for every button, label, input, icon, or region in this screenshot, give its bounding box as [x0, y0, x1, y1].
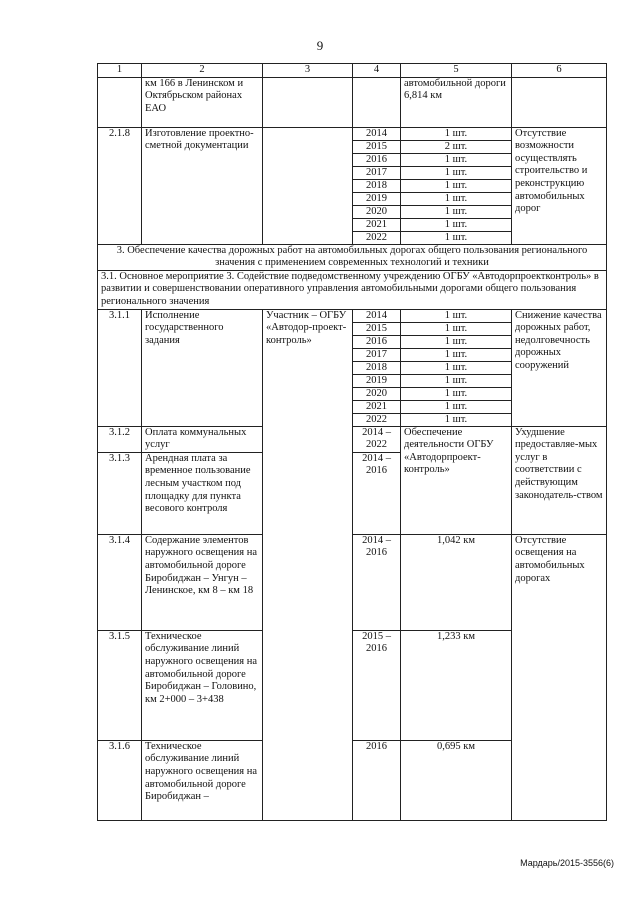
- consequence: Отсутствие возможности осуществлять строительство и реконструкцию автомобильных дорог: [512, 127, 607, 244]
- qty-cell: 1 шт.: [401, 374, 512, 387]
- table-row: [98, 77, 607, 127]
- document-footer-code: Мардарь/2015-3556(6): [520, 858, 614, 868]
- header-cell: 6: [512, 64, 607, 78]
- continued-name: км 166 в Ленинском и Октябрьском районах ЕАО: [142, 77, 263, 127]
- section-3-1-title: 3.1. Основное мероприятие 3. Содействие подведомственному учреждению ОГБУ «Автодорпроектконтроль» в развитии и совершенствовании оперативного управления автомобильными дорогами общего пользования регионального значения: [98, 270, 607, 309]
- year-cell: 2014: [353, 127, 401, 140]
- year-cell: 2019: [353, 374, 401, 387]
- measure-name: Арендная плата за временное пользование лесным участком под площадку для пункта весового контроля: [142, 452, 263, 534]
- year-cell: 2018: [353, 179, 401, 192]
- qty-cell: 1 шт.: [401, 387, 512, 400]
- qty-cell: 1 шт.: [401, 231, 512, 244]
- year-cell: 2015: [353, 322, 401, 335]
- years-range: 2015 – 2016: [353, 630, 401, 740]
- year-cell: 2016: [353, 153, 401, 166]
- row-number: 3.1.1: [98, 309, 142, 426]
- year-cell: 2016: [353, 335, 401, 348]
- header-cell: 4: [353, 64, 401, 78]
- qty-cell: 1 шт.: [401, 205, 512, 218]
- year-cell: 2020: [353, 387, 401, 400]
- page-number: 9: [316, 38, 324, 53]
- consequence: Снижение качества дорожных работ, недолговечность дорожных сооружений: [512, 309, 607, 426]
- qty-cell: 1 шт.: [401, 413, 512, 426]
- header-cell: 5: [401, 64, 512, 78]
- length-value: 1,042 км: [401, 534, 512, 630]
- measure-name: Исполнение государственного задания: [142, 309, 263, 426]
- row-number: 3.1.6: [98, 740, 142, 820]
- year-cell: 2017: [353, 348, 401, 361]
- row-number: 3.1.5: [98, 630, 142, 740]
- table-header-row: [98, 64, 607, 78]
- qty-cell: 1 шт.: [401, 127, 512, 140]
- measure-name: Содержание элементов наружного освещения на автомобильной дороге Биробиджан – Унгун – Ленинское, км 8 – км 18: [142, 534, 263, 630]
- qty-cell: 1 шт.: [401, 192, 512, 205]
- year-cell: 2022: [353, 413, 401, 426]
- qty-cell: 1 шт.: [401, 218, 512, 231]
- header-cell: 2: [142, 64, 263, 78]
- years-range: 2014 – 2016: [353, 452, 401, 534]
- qty-cell: 1 шт.: [401, 309, 512, 322]
- year-cell: 2021: [353, 218, 401, 231]
- table-row-3-1-1: [98, 309, 607, 322]
- expected-result: Обеспечение деятельности ОГБУ «Автодорпроект-контроль»: [401, 426, 512, 534]
- year-cell: 2020: [353, 205, 401, 218]
- qty-cell: 1 шт.: [401, 153, 512, 166]
- header-cell: 3: [263, 64, 353, 78]
- qty-cell: 1 шт.: [401, 348, 512, 361]
- row-number: 3.1.4: [98, 534, 142, 630]
- years-range: 2014 – 2016: [353, 534, 401, 630]
- table-row-3-1-2: [98, 426, 607, 452]
- consequence: Отсутствие освещения на автомобильных дорогах: [512, 534, 607, 820]
- year-cell: 2014: [353, 309, 401, 322]
- row-number: 3.1.3: [98, 452, 142, 534]
- measure-name: Техническое обслуживание линий наружного освещения на автомобильной дороге Биробиджан –: [142, 740, 263, 820]
- table-row-2-1-8: [98, 127, 607, 140]
- section-heading-row: [98, 244, 607, 270]
- section-3-title: 3. Обеспечение качества дорожных работ на автомобильных дорогах общего пользования регионального значения с применением современных технологий и техники: [98, 244, 607, 270]
- year-cell: 2015: [353, 140, 401, 153]
- continued-value: автомобильной дороги 6,814 км: [401, 77, 512, 127]
- qty-cell: 1 шт.: [401, 322, 512, 335]
- measure-name: Оплата коммунальных услуг: [142, 426, 263, 452]
- year-cell: 2021: [353, 400, 401, 413]
- length-value: 1,233 км: [401, 630, 512, 740]
- year-cell: 2018: [353, 361, 401, 374]
- years-range: 2016: [353, 740, 401, 820]
- measure-name: Изготовление проектно-сметной документации: [142, 127, 263, 244]
- header-cell: 1: [98, 64, 142, 78]
- length-value: 0,695 км: [401, 740, 512, 820]
- participant: Участник – ОГБУ «Автодор-проект-контроль»: [263, 309, 353, 820]
- qty-cell: 1 шт.: [401, 166, 512, 179]
- year-cell: 2017: [353, 166, 401, 179]
- measures-table: [97, 63, 607, 821]
- qty-cell: 1 шт.: [401, 179, 512, 192]
- qty-cell: 1 шт.: [401, 361, 512, 374]
- year-cell: 2019: [353, 192, 401, 205]
- table-row-3-1-4: [98, 534, 607, 630]
- measure-name: Техническое обслуживание линий наружного освещения на автомобильной дороге Биробиджан – Головино, км 2+000 – 3+438: [142, 630, 263, 740]
- qty-cell: 1 шт.: [401, 400, 512, 413]
- year-cell: 2022: [353, 231, 401, 244]
- years-range: 2014 – 2022: [353, 426, 401, 452]
- consequence: Ухудшение предоставляе-мых услуг в соответствии с действующим законодатель-ством: [512, 426, 607, 534]
- subsection-heading-row: [98, 270, 607, 309]
- row-number: 2.1.8: [98, 127, 142, 244]
- qty-cell: 2 шт.: [401, 140, 512, 153]
- row-number: 3.1.2: [98, 426, 142, 452]
- qty-cell: 1 шт.: [401, 335, 512, 348]
